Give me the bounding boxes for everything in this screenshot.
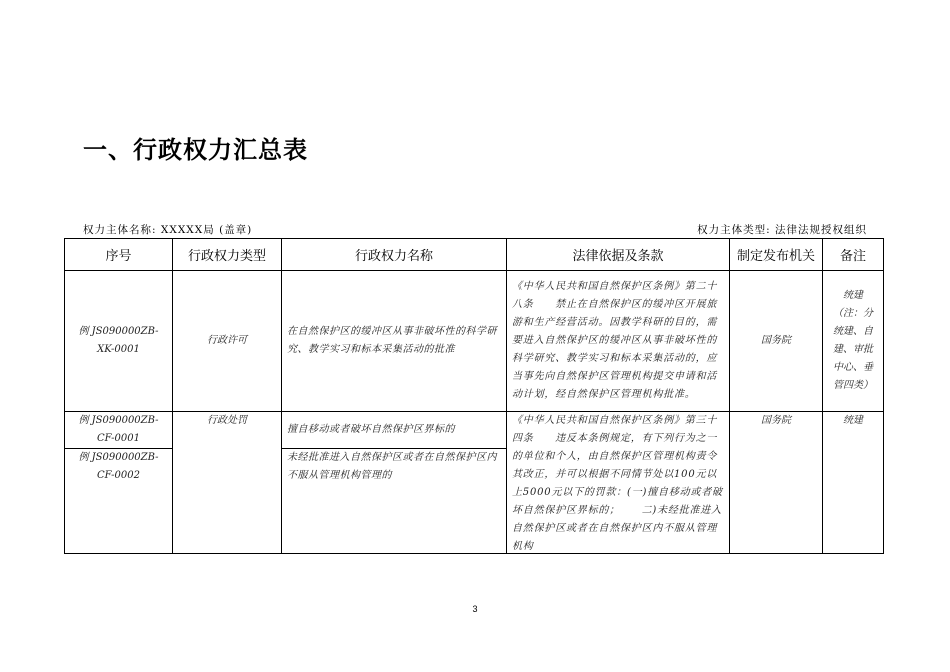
- row2-id-b: 例 JS090000ZB-CF-0002: [65, 449, 173, 554]
- row1-type: 行政许可: [173, 271, 282, 412]
- subject-name-label: 权力主体名称: XXXXX局 (盖章): [83, 224, 253, 236]
- subject-type-label: 权力主体类型: 法律法规授权组织: [697, 224, 867, 236]
- row1-remark: 统建（注：分统建、自建、审批中心、垂管四类）: [823, 271, 884, 412]
- row1-id: 例 JS090000ZB-XK-0001: [65, 271, 173, 412]
- header-type: 行政权力类型: [173, 239, 282, 271]
- table-header-row: [65, 239, 884, 271]
- row1-authority: 国务院: [730, 271, 823, 412]
- row2-basis-cell: [507, 412, 730, 554]
- row2-basis: 《中华人民共和国自然保护区条例》第三十四条 违反本条例规定，有下列行为之一的单位和个人，由自然保护区管理机构责令其改正，并可以根据不同情节处以100元以上5000元以下的罚款：(一)擅自移动或者破坏自然保护区界标的； 二)未经批准进入自然保护区或者在自然保护区内不服从管理机构: [512, 415, 723, 552]
- row2-type: 行政处罚: [173, 412, 282, 554]
- header-basis: 法律依据及条款: [507, 239, 730, 271]
- row2-remark: 统建: [823, 412, 884, 554]
- header-remark: 备注: [823, 239, 884, 271]
- power-summary-table: [64, 238, 884, 554]
- row2-id-a: 例 JS090000ZB-CF-0001: [65, 412, 173, 449]
- header-authority: 制定发布机关: [730, 239, 823, 271]
- row2-name-b: 未经批准进入自然保护区或者在自然保护区内不服从管理机构管理的: [282, 449, 507, 554]
- row1-name: 在自然保护区的缓冲区从事非破坏性的科学研究、教学实习和标本采集活动的批准: [282, 271, 507, 412]
- row2-name-a: 擅自移动或者破坏自然保护区界标的: [282, 412, 507, 449]
- page-heading: 一、行政权力汇总表: [83, 136, 308, 164]
- table-row: [65, 412, 884, 449]
- page-number: 3: [472, 604, 478, 614]
- row2-authority: 国务院: [730, 412, 823, 554]
- table-row: [65, 271, 884, 412]
- header-name: 行政权力名称: [282, 239, 507, 271]
- header-seq: 序号: [65, 239, 173, 271]
- row1-basis: 《中华人民共和国自然保护区条例》第二十八条 禁止在自然保护区的缓冲区开展旅游和生产经营活动。因教学科研的目的，需要进入自然保护区的缓冲区从事非破坏性的科学研究、教学实习和标本采集活动的，应当事先向自然保护区管理机构提交申请和活动计划，经自然保护区管理机构批准。: [507, 271, 730, 412]
